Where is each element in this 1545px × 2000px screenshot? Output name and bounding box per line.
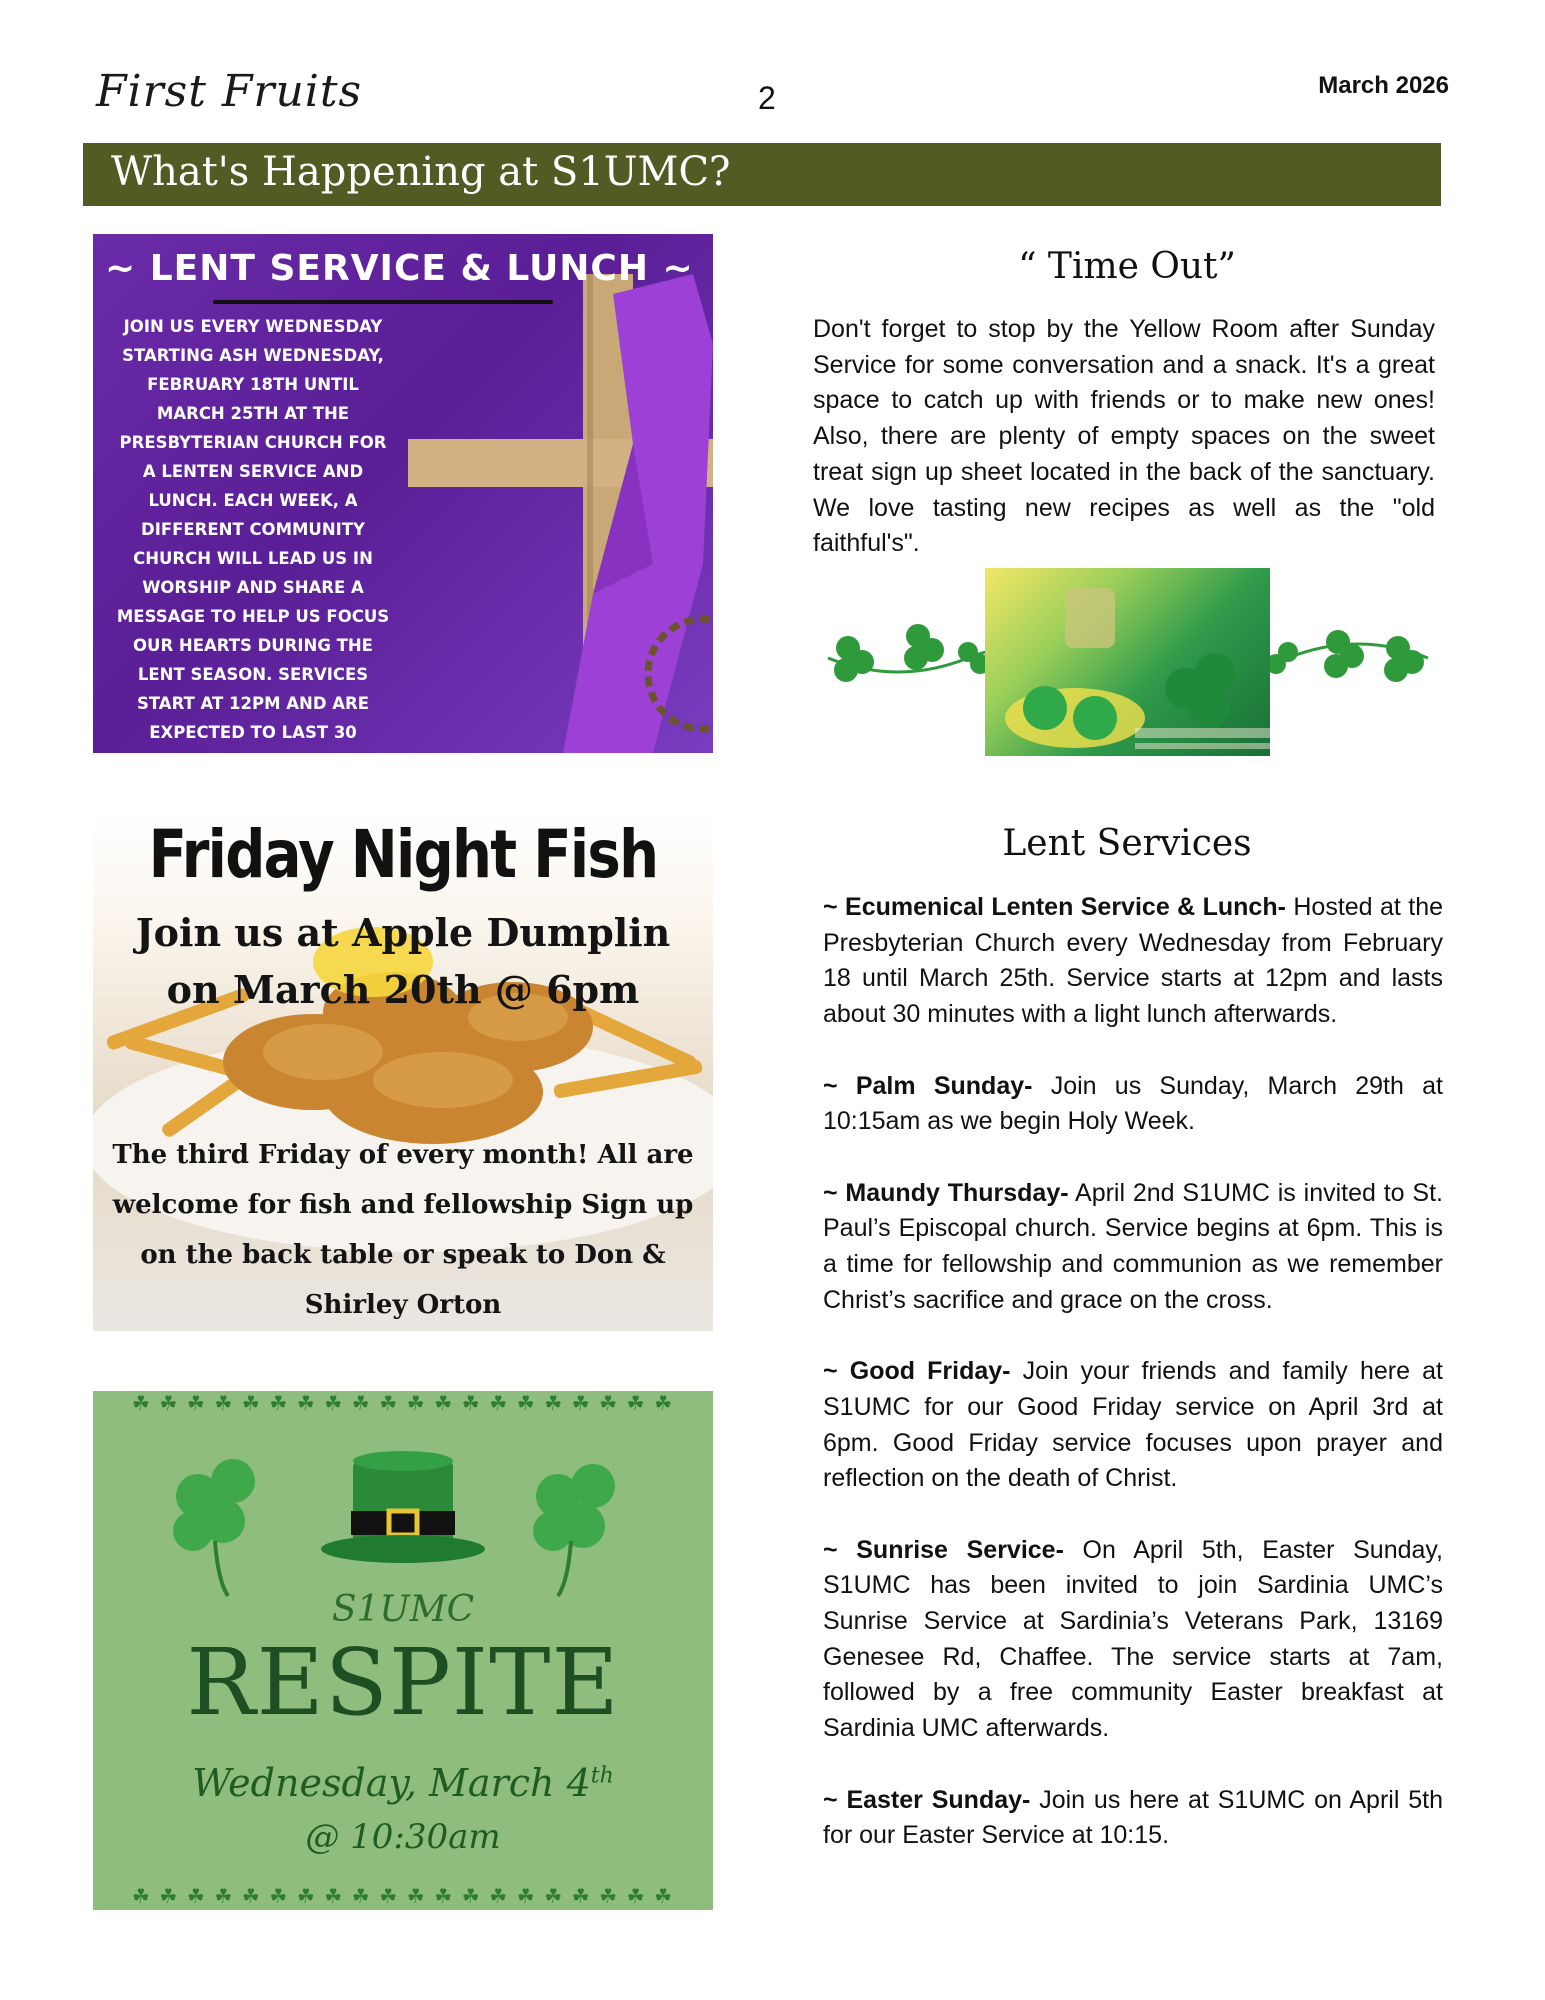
- section-banner: [83, 143, 1441, 206]
- st-patricks-treats-photo: [985, 568, 1270, 756]
- list-item: [823, 890, 1443, 1033]
- lent-flyer-title: ~ LENT SERVICE & LUNCH ~: [105, 248, 694, 289]
- newsletter-name: First Fruits: [96, 66, 363, 117]
- respite-date-suffix: th: [590, 1763, 614, 1789]
- respite-org: S1UMC: [331, 1589, 475, 1630]
- issue-date: March 2026: [1318, 72, 1449, 99]
- fish-fry-flyer: [93, 812, 713, 1331]
- respite-flyer: [93, 1391, 713, 1910]
- service-label: ~ Maundy Thursday-: [823, 1178, 1069, 1207]
- list-item: [823, 1354, 1443, 1497]
- page-number: 2: [758, 80, 776, 116]
- service-details: On April 5th, Easter Sunday, S1UMC has been invited to join Sardinia UMC’s Sunrise Service at Sardinia’s Veterans Park, 13169 Genesee Rd, Chaffee. The service starts at 7am, followed by a free community Easter breakfast at Sardinia UMC afterwards.: [823, 1535, 1443, 1743]
- service-details: Join us Sunday, March 29th at 10:15am as we begin Holy Week.: [823, 1071, 1443, 1136]
- service-label: ~ Easter Sunday-: [823, 1785, 1031, 1814]
- service-details: Hosted at the Presbyterian Church every Wednesday from February 18 until March 25th. Service starts at 12pm and lasts about 30 minutes with a light lunch afterwards.: [823, 893, 1444, 1029]
- list-item: [823, 1069, 1443, 1140]
- list-item: [823, 1783, 1443, 1854]
- fish-flyer-title: Friday Night Fish: [148, 816, 658, 893]
- time-out-title: “ Time Out”: [1018, 246, 1236, 287]
- service-details: April 2nd S1UMC is invited to St. Paul’s Episcopal church. Service begins at 6pm. This is a time for fellowship and communion as we remember Christ’s sacrifice and grace on the cross.: [823, 1178, 1443, 1314]
- fish-flyer-footer: The third Friday of every month! All are welcome for fish and fellowship Sign up on the back table or speak to Don & Shirley Orton: [112, 1140, 694, 1320]
- shamrock-border-top: ☘ ☘ ☘ ☘ ☘ ☘ ☘ ☘ ☘ ☘ ☘ ☘ ☘ ☘ ☘ ☘ ☘ ☘ ☘ ☘: [131, 1393, 675, 1415]
- fish-flyer-subtitle-line2: on March 20th @ 6pm: [166, 967, 640, 1012]
- service-label: ~ Good Friday-: [823, 1357, 1011, 1386]
- respite-date: [93, 1761, 713, 1805]
- fish-flyer-subtitle-line1: Join us at Apple Dumplin: [135, 910, 671, 955]
- list-item: [823, 1176, 1443, 1319]
- lent-services-list: [823, 890, 1443, 1890]
- lent-flyer-text: JOIN US EVERY WEDNESDAY STARTING ASH WEDNESDAY, FEBRUARY 18TH UNTIL MARCH 25TH AT THE PRESBYTERIAN CHURCH FOR A LENTEN SERVICE AND LUNCH. EACH WEEK, A DIFFERENT COMMUNITY CHURCH WILL LEAD US IN WORSHIP AND SHARE A MESSAGE TO HELP US FOCUS OUR HEARTS DURING THE LENT SEASON. SERVICES START AT 12PM AND ARE EXPECTED TO LAST 30: [116, 317, 390, 742]
- lent-service-flyer: [93, 234, 713, 753]
- title-underline: [213, 300, 553, 304]
- service-label: ~ Ecumenical Lenten Service & Lunch-: [823, 893, 1286, 921]
- lent-services-title: Lent Services: [1002, 823, 1252, 864]
- shamrock-border-bottom: ☘ ☘ ☘ ☘ ☘ ☘ ☘ ☘ ☘ ☘ ☘ ☘ ☘ ☘ ☘ ☘ ☘ ☘ ☘ ☘: [131, 1886, 675, 1908]
- respite-time: @ 10:30am: [305, 1817, 501, 1857]
- time-out-text: Don't forget to stop by the Yellow Room after Sunday Service for some conversation and a snack. It's a great space to catch up with friends or to make new ones! Also, there are plenty of empty spaces on the sweet treat sign up sheet located in the back of the sanctuary. We love tasting new recipes as well as the "old faithful's".: [813, 315, 1435, 558]
- service-details: Join us here at S1UMC on April 5th for our Easter Service at 10:15.: [823, 1785, 1443, 1850]
- list-item: [823, 1533, 1443, 1747]
- service-label: ~ Sunrise Service-: [823, 1535, 1064, 1564]
- shamrock-icon: [985, 568, 1270, 756]
- service-details: Join your friends and family here at S1UMC for our Good Friday service on April 3rd at 6pm. Good Friday service focuses upon prayer and reflection on the death of Christ.: [823, 1357, 1443, 1493]
- service-label: ~ Palm Sunday-: [823, 1071, 1033, 1100]
- respite-title: RESPITE: [186, 1629, 620, 1736]
- banner-title: What's Happening at S1UMC?: [111, 149, 731, 195]
- fish-flyer-subtitle: [93, 904, 713, 1018]
- respite-date-text: Wednesday, March 4: [192, 1761, 591, 1805]
